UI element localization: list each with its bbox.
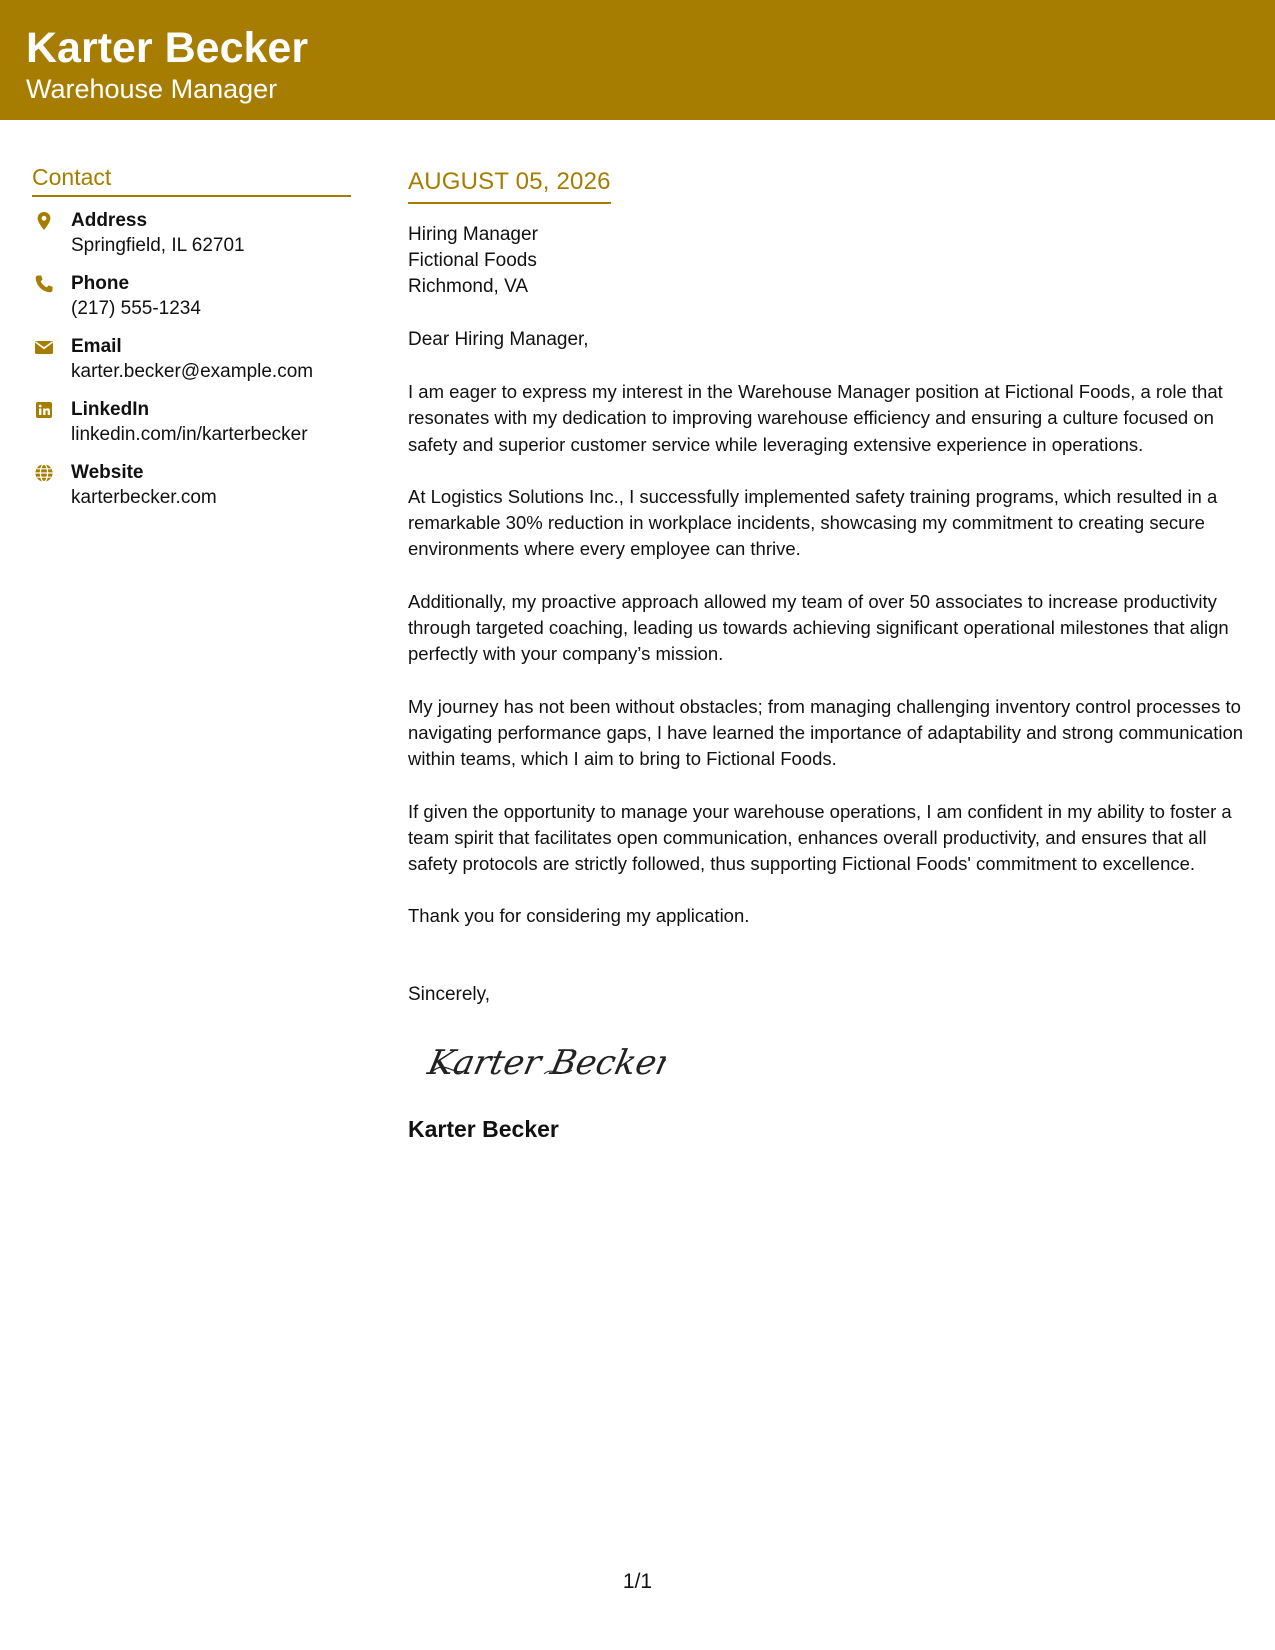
letter-paragraph: Additionally, my proactive approach allowed my team of over 50 associates to increase productivity through targeted coaching, leading us towards achieving significant operational milestones that align perfectly with your company’s mission. [408,590,1229,665]
contact-label-linkedin: LinkedIn [71,399,150,420]
letter-body [408,166,1253,1144]
contact-item-address [32,209,351,272]
letter-date: AUGUST 05, 2026 [408,166,611,204]
contact-value-linkedin[interactable]: linkedin.com/in/karterbecker [71,424,308,445]
handwritten-signature [426,1028,666,1098]
contact-label-email: Email [71,336,122,357]
recipient-block [408,222,1253,300]
recipient-line: Richmond, VA [408,276,529,297]
page-number: 1/1 [622,1570,653,1593]
letter-paragraph: At Logistics Solutions Inc., I successfully implemented safety training programs, which resulted in a remarkable 30% reduction in workplace incidents, showcasing my commitment to creating secure environments where every employee can thrive. [408,485,1218,560]
letter-paragraph: If given the opportunity to manage your warehouse operations, I am confident in my ability to foster a team spirit that facilitates open communication, enhances overall productivity, and ensures that all safety protocols are strictly followed, thus supporting Fictional Foods' commitment to excellence. [408,800,1232,875]
signed-name: Karter Becker [408,1115,559,1142]
salutation: Dear Hiring Manager, [408,329,589,350]
contact-label-phone: Phone [71,273,130,294]
header-banner [0,0,1275,120]
contact-item-email [32,335,351,398]
letter-paragraph: I am eager to express my interest in the Warehouse Manager position at Fictional Foods, a role that resonates with my dedication to improving warehouse efficiency and ensuring a culture focused on safety and superior customer service while leveraging extensive experience in operations. [408,381,1223,455]
envelope-icon [34,337,54,357]
contact-value-email[interactable]: karter.becker@example.com [71,361,314,382]
map-pin-icon [34,211,54,231]
contact-value-phone: (217) 555-1234 [71,298,201,319]
contact-label-website: Website [71,462,144,483]
phone-icon [34,274,54,294]
linkedin-icon [34,400,54,420]
contact-label-address: Address [71,210,148,231]
applicant-title: Warehouse Manager [26,74,278,104]
letter-paragraph: My journey has not been without obstacles; from managing challenging inventory control processes to navigating performance gaps, I have learned the importance of adaptability and strong communication within teams, which I aim to bring to Fictional Foods. [408,695,1244,770]
letter-paragraph: Thank you for considering my application. [408,905,750,927]
globe-icon [34,463,54,483]
applicant-name: Karter Becker [26,24,309,72]
contact-item-website [32,461,351,524]
recipient-line: Hiring Manager [408,224,538,245]
contact-value-address: Springfield, IL 62701 [71,235,245,256]
contact-item-linkedin [32,398,351,461]
svg-text:Karter Becker: Karter Becker [426,1043,666,1083]
contact-sidebar [32,162,351,524]
contact-item-phone [32,272,351,335]
closing: Sincerely, [408,983,491,1005]
recipient-line: Fictional Foods [408,250,537,271]
contact-section-title: Contact [32,162,351,197]
contact-value-website[interactable]: karterbecker.com [71,487,217,508]
